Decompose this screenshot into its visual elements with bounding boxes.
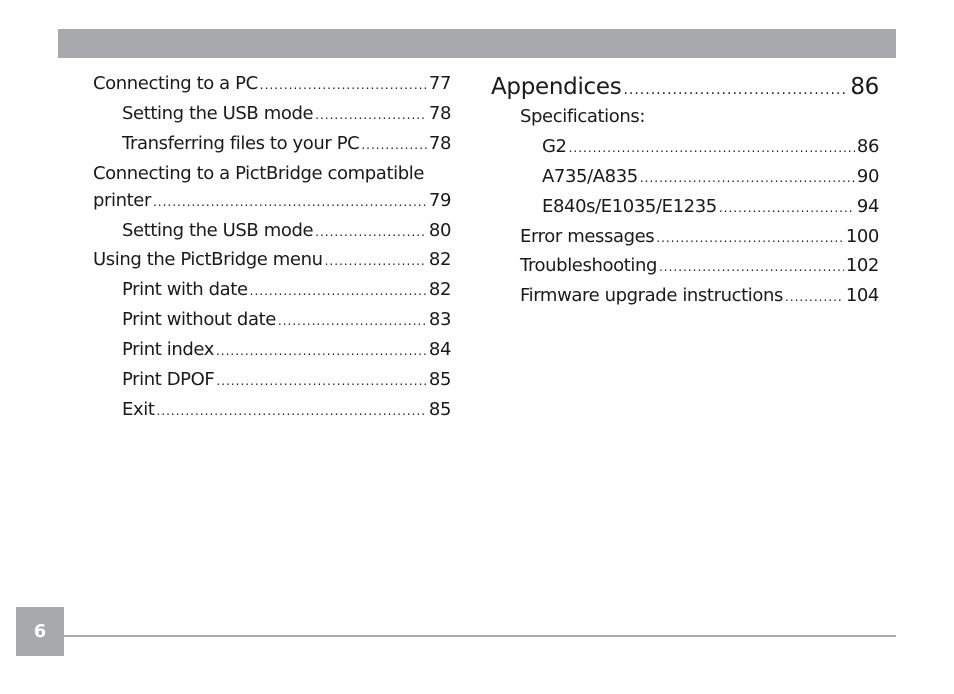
toc-entry-title: Exit <box>122 399 155 420</box>
toc-entry-page: 82 <box>428 249 451 270</box>
toc-entry-setting-usb-mode-2[interactable] <box>122 219 451 243</box>
toc-entry-page: 85 <box>428 369 451 390</box>
toc-leader-dots <box>623 76 848 104</box>
toc-entry-title: G2 <box>542 136 567 157</box>
toc-entry-print-without-date[interactable] <box>122 308 451 332</box>
toc-entry-page: 82 <box>428 279 451 300</box>
toc-heading-page: 86 <box>850 74 879 100</box>
toc-leader-dots <box>640 166 855 190</box>
toc-leader-dots <box>156 399 426 423</box>
toc-entry-e840s[interactable] <box>542 195 879 219</box>
toc-entry-title: Print with date <box>122 279 248 300</box>
toc-entry-exit[interactable] <box>122 398 451 422</box>
toc-leader-dots <box>278 309 427 333</box>
toc-leader-dots <box>216 369 427 393</box>
toc-entry-page: 79 <box>428 190 451 211</box>
toc-entry-page: 86 <box>856 136 879 157</box>
toc-entry-firmware-upgrade[interactable] <box>520 284 879 308</box>
toc-entry-page: 85 <box>428 399 451 420</box>
header-bar <box>58 29 896 58</box>
toc-entry-page: 83 <box>428 309 451 330</box>
toc-leader-dots <box>260 73 427 97</box>
toc-entry-title: Firmware upgrade instructions <box>520 285 783 306</box>
toc-entry-title: Print without date <box>122 309 276 330</box>
toc-entry-title: printer <box>93 190 151 211</box>
toc-leader-dots <box>153 190 427 214</box>
toc-entry-title: E840s/E1035/E1235 <box>542 196 717 217</box>
toc-leader-dots <box>216 339 427 363</box>
toc-entry-title: Connecting to a PC <box>93 73 258 94</box>
toc-entry-title: Error messages <box>520 226 655 247</box>
toc-entry-title: Transferring files to your PC <box>122 133 360 154</box>
toc-entry-setting-usb-mode[interactable] <box>122 102 451 126</box>
toc-entry-print-dpof[interactable] <box>122 368 451 392</box>
specifications-label: Specifications: <box>520 106 646 127</box>
toc-entry-title: Print index <box>122 339 214 360</box>
toc-leader-dots <box>569 136 855 160</box>
toc-entry-page: 77 <box>428 73 451 94</box>
toc-entry-print-index[interactable] <box>122 338 451 362</box>
toc-entry-transferring-files[interactable] <box>122 132 451 156</box>
toc-entry-title: Using the PictBridge menu <box>93 249 323 270</box>
toc-entry-a735-a835[interactable] <box>542 165 879 189</box>
toc-leader-dots <box>719 196 855 220</box>
toc-entry-title: Troubleshooting <box>520 255 657 276</box>
toc-heading-title: Appendices <box>491 74 622 100</box>
toc-heading-appendices[interactable] <box>491 73 879 101</box>
toc-leader-dots <box>361 133 427 157</box>
toc-leader-dots <box>250 279 427 303</box>
toc-entry-page: 84 <box>428 339 451 360</box>
toc-leader-dots <box>315 103 427 127</box>
toc-entry-error-messages[interactable] <box>520 225 879 249</box>
toc-entry-title: A735/A835 <box>542 166 638 187</box>
toc-leader-dots <box>656 226 844 250</box>
toc-entry-pictbridge-printer[interactable] <box>93 189 451 213</box>
toc-entry-connecting-to-pc[interactable] <box>93 72 451 96</box>
toc-entry-page: 102 <box>845 255 879 276</box>
toc-entry-page: 80 <box>428 220 451 241</box>
toc-entry-page: 94 <box>856 196 879 217</box>
footer-rule <box>64 635 896 637</box>
toc-entry-title: Setting the USB mode <box>122 103 314 124</box>
toc-entry-title: Print DPOF <box>122 369 215 390</box>
toc-leader-dots <box>315 220 427 244</box>
toc-entry-page: 100 <box>845 226 879 247</box>
toc-leader-dots <box>659 255 844 279</box>
toc-entry-page: 78 <box>428 133 451 154</box>
toc-entry-g2[interactable] <box>542 135 879 159</box>
toc-entry-title: Setting the USB mode <box>122 220 314 241</box>
toc-entry-print-with-date[interactable] <box>122 278 451 302</box>
toc-entry-pictbridge-line1[interactable]: Connecting to a PictBridge compatible <box>93 163 424 184</box>
toc-entry-pictbridge-menu[interactable] <box>93 248 451 272</box>
page-number: 6 <box>16 607 64 656</box>
toc-entry-page: 104 <box>845 285 879 306</box>
toc-entry-troubleshooting[interactable] <box>520 254 879 278</box>
toc-entry-page: 78 <box>428 103 451 124</box>
toc-leader-dots <box>325 249 427 273</box>
toc-leader-dots <box>785 285 844 309</box>
toc-entry-page: 90 <box>856 166 879 187</box>
